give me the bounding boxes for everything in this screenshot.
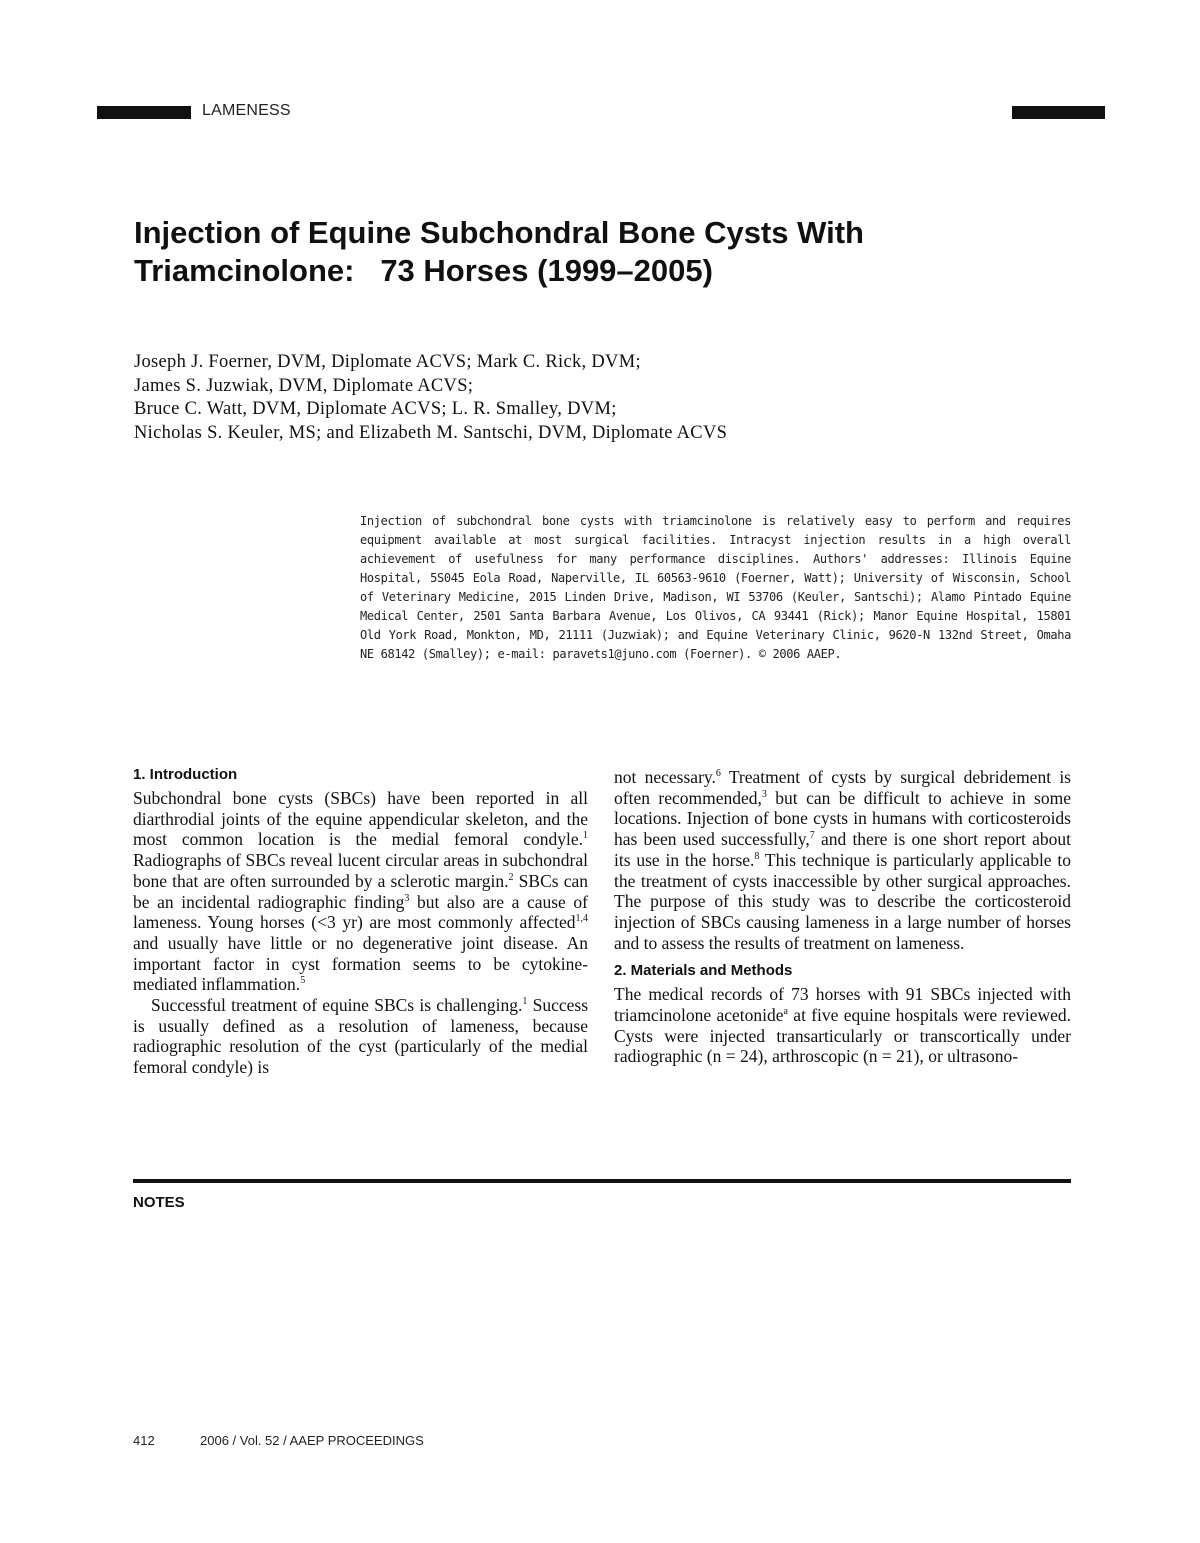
citation-ref: 1,4 <box>575 913 588 925</box>
paragraph: Successful treatment of equine SBCs is challenging.$^1$ Success is usually defined as a resolution of lameness, because radiographic resolution of the cyst (particularly of the medial femoral condyle) is <box>133 995 588 1078</box>
author-line: James S. Juzwiak, DVM, Diplomate ACVS; <box>134 375 474 396</box>
notes-label: NOTES <box>133 1194 185 1211</box>
paragraph: not necessary.$^6$ Treatment of cysts by surgical debridement is often recommended,$^3$ but can be difficult to achieve in some locations. Injection of bone cysts in humans with corticosteroids has been used successfully,$^7$ and there is one short report about its use in the horse.$^8$ This technique is particularly applicable to the treatment of cysts inaccessible by other surgical approaches. The purpose of this study was to describe the corticosteroid injection of SBCs causing lameness in a large number of horses and to assess the results of treatment on lameness. <box>614 767 1072 953</box>
paragraph: Subchondral bone cysts (SBCs) have been reported in all diarthrodial joints of the equine appendicular skeleton, and the most common location is the medial femoral condyle.$^1$ Radiographs of SBCs reveal lucent circular areas in subchondral bone that are often surrounded by a sclerotic margin.$^2$ SBCs can be an incidental radiographic finding$^3$ but also are a cause of lameness. Young horses (<3 yr) are most commonly affected$^{1,4}$ and usually have little or no degenerative joint disease. An important factor in cyst formation seems to be cytokine-mediated inflammation.$^5$ <box>133 788 588 995</box>
section-heading-introduction: 1. Introduction <box>133 766 238 783</box>
notes-rule <box>133 1179 1071 1183</box>
author-line: Bruce C. Watt, DVM, Diplomate ACVS; L. R. Smalley, DVM; <box>134 399 617 419</box>
paragraph: The medical records of 73 horses with 91 SBCs injected with triamcinolone acetonide$^a$ at five equine hospitals were reviewed. Cysts were injected transarticularly or transcortically under radiographic (n = 24), arthroscopic (n = 21), or ultrasono- <box>614 984 1072 1067</box>
citation-ref: 2 <box>508 871 514 883</box>
citation-ref: 1 <box>522 996 528 1008</box>
abstract: Injection of subchondral bone cysts with triamcinolone is relatively easy to perform and requires equipment available at most surgical facilities. Intracyst injection results in a high overall achievement of usefulness for many performance disciplines. Authors' addresses: Illinois Equine Hospital, 5S045 Eola Road, Naperville, IL 60563-9610 (Foerner, Watt); University of Wisconsin, School of Veterinary Medicine, 2015 Linden Drive, Madison, WI 53706 (Keuler, Santschi); Alamo Pintado Equine Medical Center, 2501 Santa Barbara Avenue, Los Olivos, CA 93441 (Rick); Manor Equine Hospital, 15801 Old York Road, Monkton, MD, 21111 (Juzwiak); and Equine Veterinary Clinic, 9620-N 132nd Street, Omaha NE 68142 (Smalley); e-mail: paravets1@juno.com (Foerner). © 2006 AAEP. <box>360 514 1071 661</box>
citation-ref: a <box>783 1006 788 1018</box>
section-heading-materials-methods: 2. Materials and Methods <box>614 962 793 980</box>
author-line: Joseph J. Foerner, DVM, Diplomate ACVS; Mark C. Rick, DVM; <box>134 352 641 372</box>
author-list <box>134 351 727 445</box>
title-line-2: Triamcinolone: 73 Horses (1999–2005) <box>134 253 713 288</box>
citation-ref: 5 <box>300 975 306 987</box>
author-line: Nicholas S. Keuler, MS; and Elizabeth M. Santschi, DVM, Diplomate ACVS <box>134 422 728 443</box>
citation-ref: 6 <box>715 768 721 780</box>
section-label: LAMENESS <box>202 102 291 119</box>
citation-ref: 7 <box>809 830 815 842</box>
citation-ref: 3 <box>404 892 410 904</box>
header-rule-right <box>1012 106 1105 119</box>
citation-ref: 8 <box>754 850 760 862</box>
left-column <box>133 766 588 1078</box>
right-column <box>614 767 1071 1067</box>
citation-ref: 3 <box>761 788 767 800</box>
journal-citation: 2006 / Vol. 52 / AAEP PROCEEDINGS <box>200 1433 424 1448</box>
page-number: 412 <box>133 1433 155 1448</box>
article-title <box>134 214 1094 290</box>
header-rule-left <box>97 106 191 119</box>
title-line-1: Injection of Equine Subchondral Bone Cysts With <box>134 215 864 250</box>
citation-ref: 1 <box>583 830 588 842</box>
